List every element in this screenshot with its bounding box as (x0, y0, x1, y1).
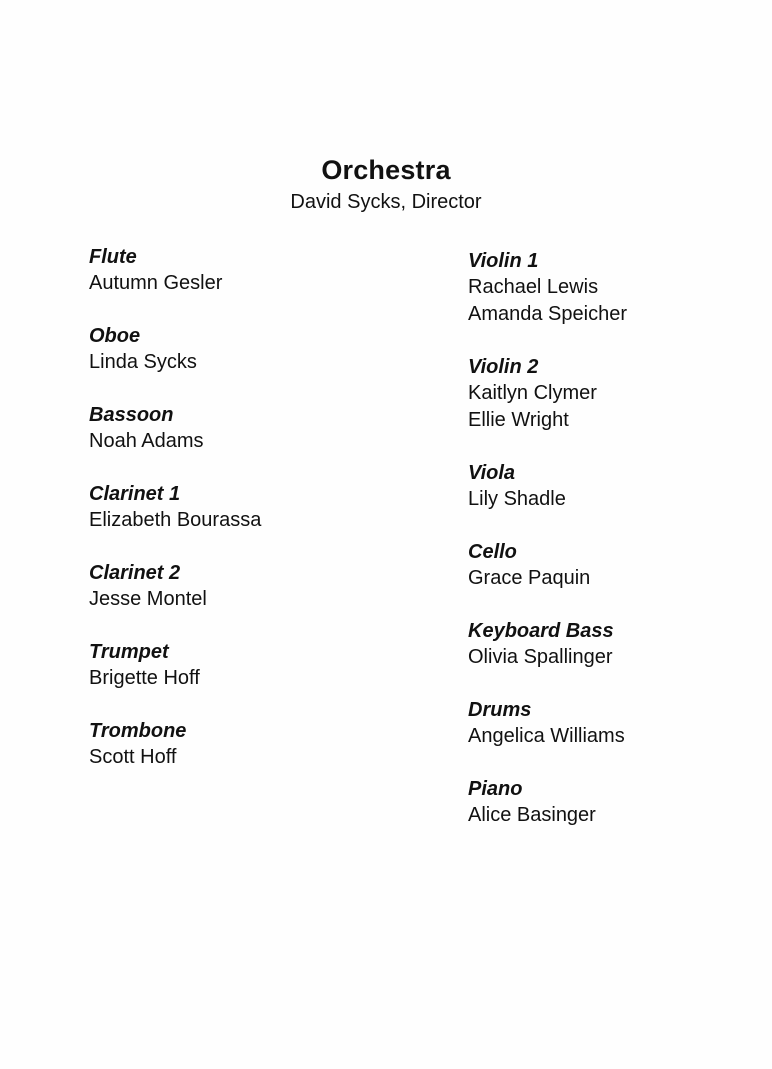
player-name: Grace Paquin (468, 567, 591, 589)
player-name: Lily Shadle (468, 488, 566, 510)
player-name: Brigette Hoff (89, 667, 200, 689)
player-name: Angelica Williams (468, 725, 625, 747)
roster-section (89, 481, 409, 534)
player-name: Ellie Wright (468, 409, 569, 431)
player-name: Scott Hoff (89, 746, 177, 768)
player-name: Alice Basinger (468, 804, 596, 826)
instrument-heading: Violin 1 (468, 250, 539, 272)
instrument-heading: Flute (89, 246, 137, 268)
roster-section (468, 697, 772, 750)
roster-section (89, 402, 409, 455)
player-name: Elizabeth Bourassa (89, 509, 262, 531)
right-roster-column (468, 248, 772, 855)
instrument-heading: Keyboard Bass (468, 620, 614, 642)
roster-section (89, 244, 409, 297)
roster-section (468, 248, 772, 328)
instrument-heading: Cello (468, 541, 517, 563)
roster-section (89, 323, 409, 376)
roster-section (468, 460, 772, 513)
roster-section (468, 618, 772, 671)
roster-section (468, 539, 772, 592)
instrument-heading: Bassoon (89, 404, 174, 426)
instrument-heading: Oboe (89, 325, 141, 347)
player-name: Kaitlyn Clymer (468, 382, 597, 404)
roster-section (468, 776, 772, 829)
instrument-heading: Piano (468, 778, 523, 800)
roster-section (89, 560, 409, 613)
player-name: Olivia Spallinger (468, 646, 613, 668)
page-title: Orchestra (321, 155, 451, 185)
player-name: Linda Sycks (89, 351, 197, 373)
instrument-heading: Clarinet 2 (89, 562, 181, 584)
roster-section (89, 639, 409, 692)
roster-section (468, 354, 772, 434)
instrument-heading: Trombone (89, 720, 187, 742)
player-name: Rachael Lewis (468, 276, 599, 298)
player-name: Noah Adams (89, 430, 204, 452)
player-name: Amanda Speicher (468, 303, 627, 325)
roster-section (89, 718, 409, 771)
instrument-heading: Drums (468, 699, 532, 721)
instrument-heading: Viola (468, 462, 516, 484)
instrument-heading: Clarinet 1 (89, 483, 181, 505)
player-name: Jesse Montel (89, 588, 207, 610)
player-name: Autumn Gesler (89, 272, 223, 294)
instrument-heading: Violin 2 (468, 356, 539, 378)
director-line: David Sycks, Director (290, 191, 482, 213)
left-roster-column (89, 244, 409, 797)
instrument-heading: Trumpet (89, 641, 169, 663)
